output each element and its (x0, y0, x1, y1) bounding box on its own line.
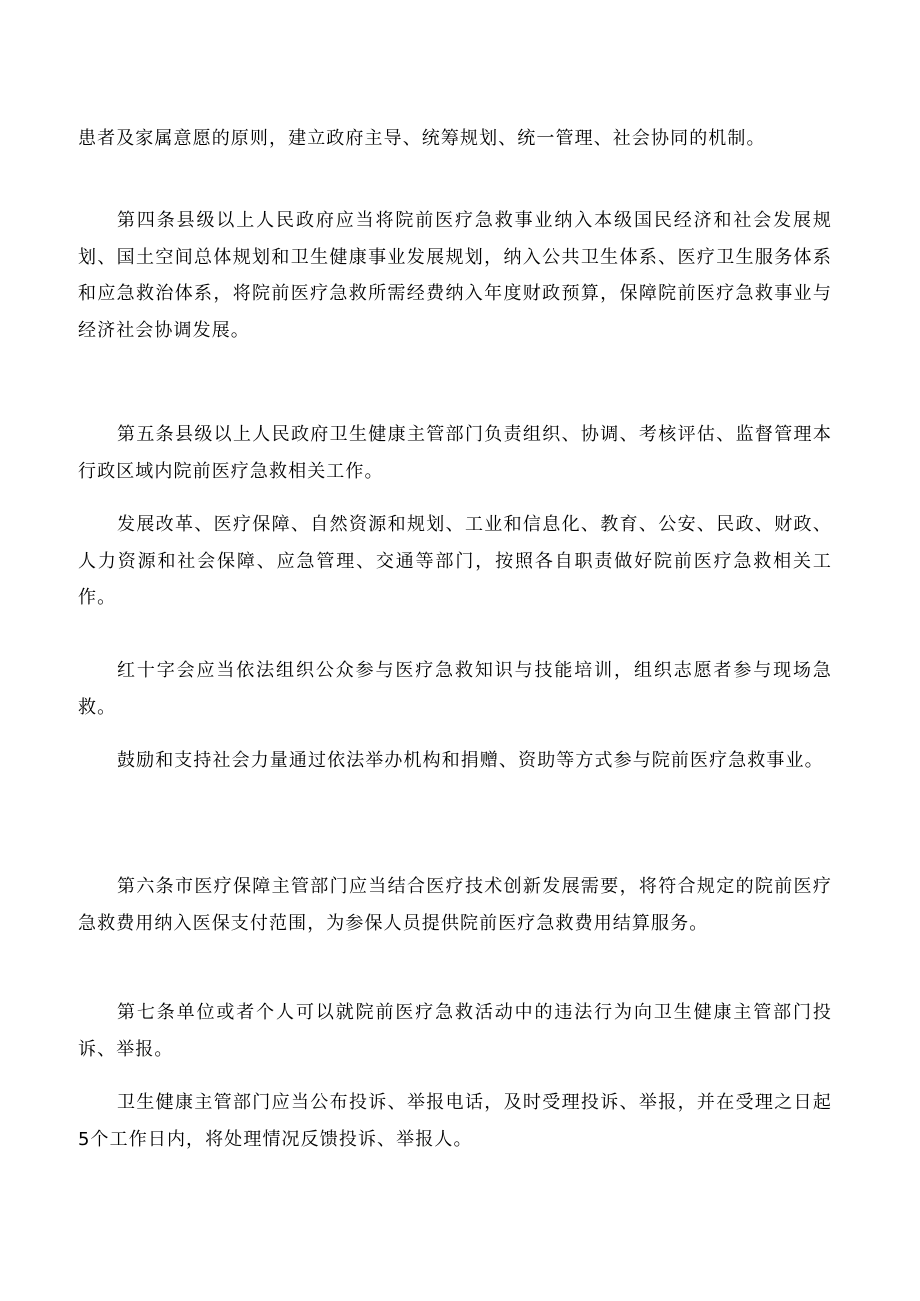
paragraph-red-cross: 红十字会应当依法组织公众参与医疗急救知识与技能培训，组织志愿者参与现场急救。 (78, 660, 832, 718)
paragraph-article-6: 第六条市医疗保障主管部门应当结合医疗技术创新发展需要，将符合规定的院前医疗急救费用纳入医保支付范围，为参保人员提供院前医疗急救费用结算服务。 (78, 876, 832, 934)
paragraph-article-5: 第五条县级以上人民政府卫生健康主管部门负责组织、协调、考核评估、监督管理本行政区域内院前医疗急救相关工作。 (78, 424, 832, 482)
paragraph-departments: 发展改革、医疗保障、自然资源和规划、工业和信息化、教育、公安、民政、财政、人力资源和社会保障、应急管理、交通等部门，按照各自职责做好院前医疗急救相关工作。 (78, 514, 832, 608)
paragraph-principle-continuation: 患者及家属意愿的原则，建立政府主导、统筹规划、统一管理、社会协同的机制。 (78, 128, 766, 149)
paragraph-social-forces: 鼓励和支持社会力量通过依法举办机构和捐赠、资助等方式参与院前医疗急救事业。 (117, 750, 824, 771)
paragraph-article-7: 第七条单位或者个人可以就院前医疗急救活动中的违法行为向卫生健康主管部门投诉、举报。 (78, 1002, 832, 1060)
paragraph-article-4: 第四条县级以上人民政府应当将院前医疗急救事业纳入本级国民经济和社会发展规划、国土空间总体规划和卫生健康事业发展规划，纳入公共卫生体系、医疗卫生服务体系和应急救治体系，将院前医疗急救所需经费纳入年度财政预算，保障院前医疗急救事业与经济社会协调发展。 (78, 210, 832, 341)
paragraph-complaint-handling: 卫生健康主管部门应当公布投诉、举报电话，及时受理投诉、举报，并在受理之日起5个工作日内，将处理情况反馈投诉、举报人。 (78, 1092, 832, 1150)
